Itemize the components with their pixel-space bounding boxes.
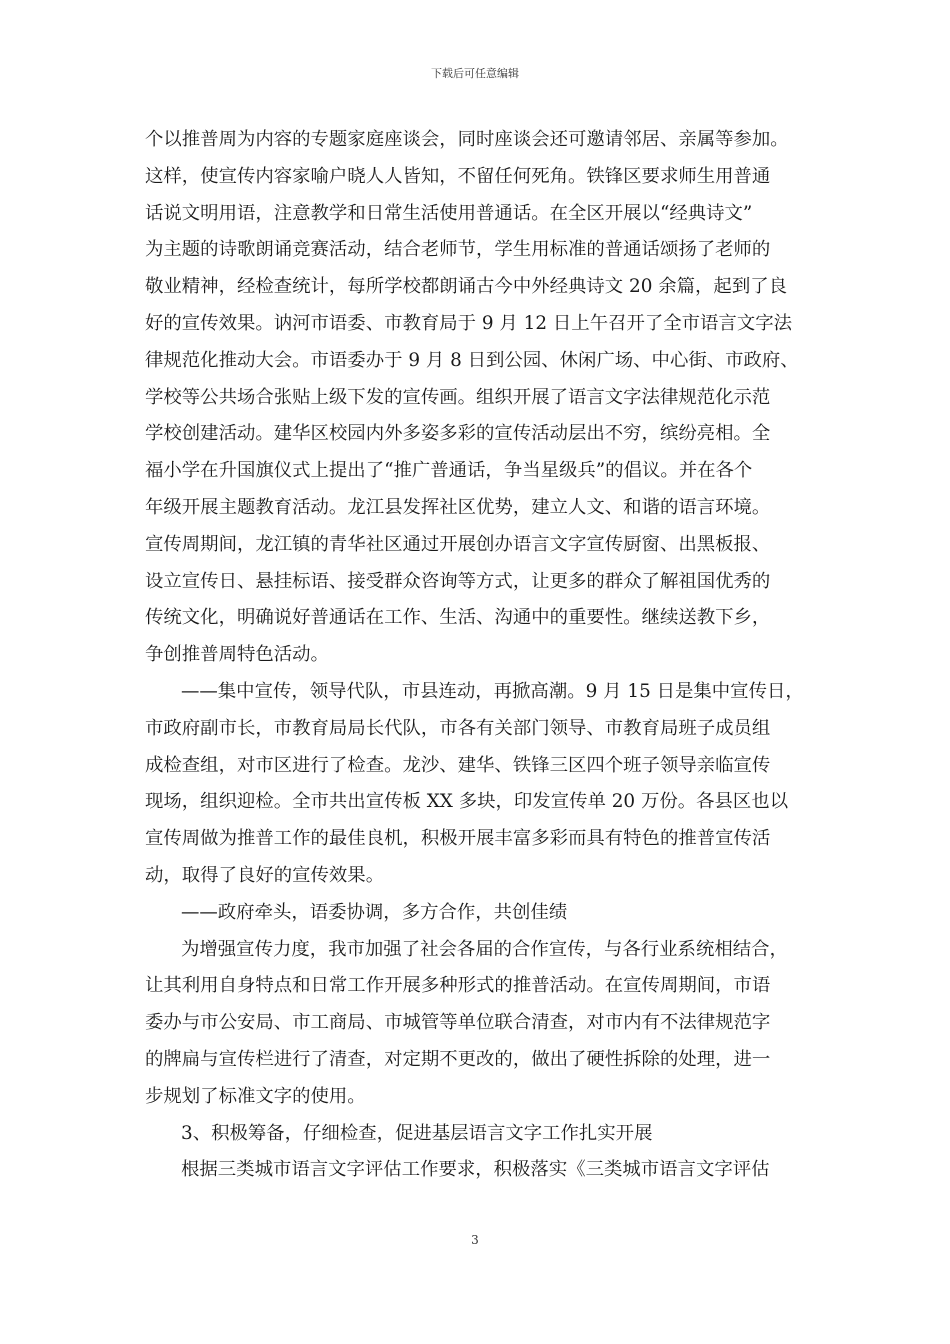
- text-line: 市政府副市长，市教育局局长代队，市各有关部门领导、市教育局班子成员组: [145, 717, 771, 739]
- text-line: 设立宣传日、悬挂标语、接受群众咨询等方式，让更多的群众了解祖国优秀的: [145, 570, 771, 592]
- text-line: 话说文明用语，注意教学和日常生活使用普通话。在全区开展以“经典诗文”: [145, 202, 753, 224]
- text-line: 传统文化，明确说好普通话在工作、生活、沟通中的重要性。继续送教下乡，: [145, 607, 771, 629]
- page-number: 3: [471, 1233, 479, 1247]
- text-line: 学校创建活动。建华区校园内外多姿多彩的宣传活动层出不穷，缤纷亮相。全: [145, 423, 771, 445]
- text-line: 争创推普周特色活动。: [145, 644, 329, 666]
- text-line: 为主题的诗歌朗诵竞赛活动，结合老师节，学生用标准的普通话颂扬了老师的: [145, 239, 771, 261]
- page-header: 下载后可任意编辑: [431, 67, 519, 80]
- section-heading: ——政府牵头，语委协调，多方合作，共创佳绩: [181, 901, 568, 923]
- text-line: 宣传周做为推普工作的最佳良机，积极开展丰富多彩而具有特色的推普宣传活: [145, 828, 771, 850]
- text-line: 年级开展主题教育活动。龙江县发挥社区优势，建立人文、和谐的语言环境。: [145, 496, 771, 518]
- text-line: 现场，组织迎检。全市共出宣传板 XX 多块，印发宣传单 20 万份。各县区也以: [145, 791, 789, 813]
- section-heading: 3、积极筹备，仔细检查，促进基层语言文字工作扎实开展: [181, 1122, 653, 1144]
- text-line: 律规范化推动大会。市语委办于 9 月 8 日到公园、休闲广场、中心街、市政府、: [145, 349, 799, 371]
- paragraph-start: 为增强宣传力度，我市加强了社会各届的合作宣传，与各行业系统相结合，: [181, 938, 788, 960]
- text-line: 的牌扁与宣传栏进行了清查，对定期不更改的，做出了硬性拆除的处理，进一: [145, 1048, 771, 1070]
- text-line: 宣传周期间，龙江镇的青华社区通过开展创办语言文字宣传厨窗、出黑板报、: [145, 533, 771, 555]
- text-line: 委办与市公安局、市工商局、市城管等单位联合清查，对市内有不法律规范字: [145, 1012, 771, 1034]
- text-line: 让其利用自身特点和日常工作开展多种形式的推普活动。在宣传周期间，市语: [145, 975, 771, 997]
- text-line: 学校等公共场合张贴上级下发的宣传画。组织开展了语言文字法律规范化示范: [145, 386, 771, 408]
- text-line: 个以推普周为内容的专题家庭座谈会，同时座谈会还可邀请邻居、亲属等参加。: [145, 129, 789, 150]
- text-line: 这样，使宣传内容家喻户晓人人皆知，不留任何死角。铁锋区要求师生用普通: [145, 165, 771, 187]
- text-line: 福小学在升国旗仪式上提出了“推广普通话，争当星级兵”的倡议。并在各个: [145, 460, 753, 482]
- text-line: 成检查组，对市区进行了检查。龙沙、建华、铁锋三区四个班子领导亲临宣传: [145, 754, 771, 776]
- text-line: 动，取得了良好的宣传效果。: [145, 864, 385, 886]
- paragraph-start: 根据三类城市语言文字评估工作要求，积极落实《三类城市语言文字评估: [181, 1159, 770, 1181]
- text-line: 步规划了标准文字的使用。: [145, 1085, 366, 1107]
- text-line: 好的宣传效果。讷河市语委、市教育局于 9 月 12 日上午召开了全市语言文字法: [145, 312, 792, 334]
- text-line: 敬业精神，经检查统计，每所学校都朗诵古今中外经典诗文 20 余篇，起到了良: [145, 276, 787, 298]
- document-body: [145, 122, 810, 1189]
- section-heading: ——集中宣传，领导代队，市县连动，再掀高潮。9 月 15 日是集中宣传日，: [181, 680, 804, 702]
